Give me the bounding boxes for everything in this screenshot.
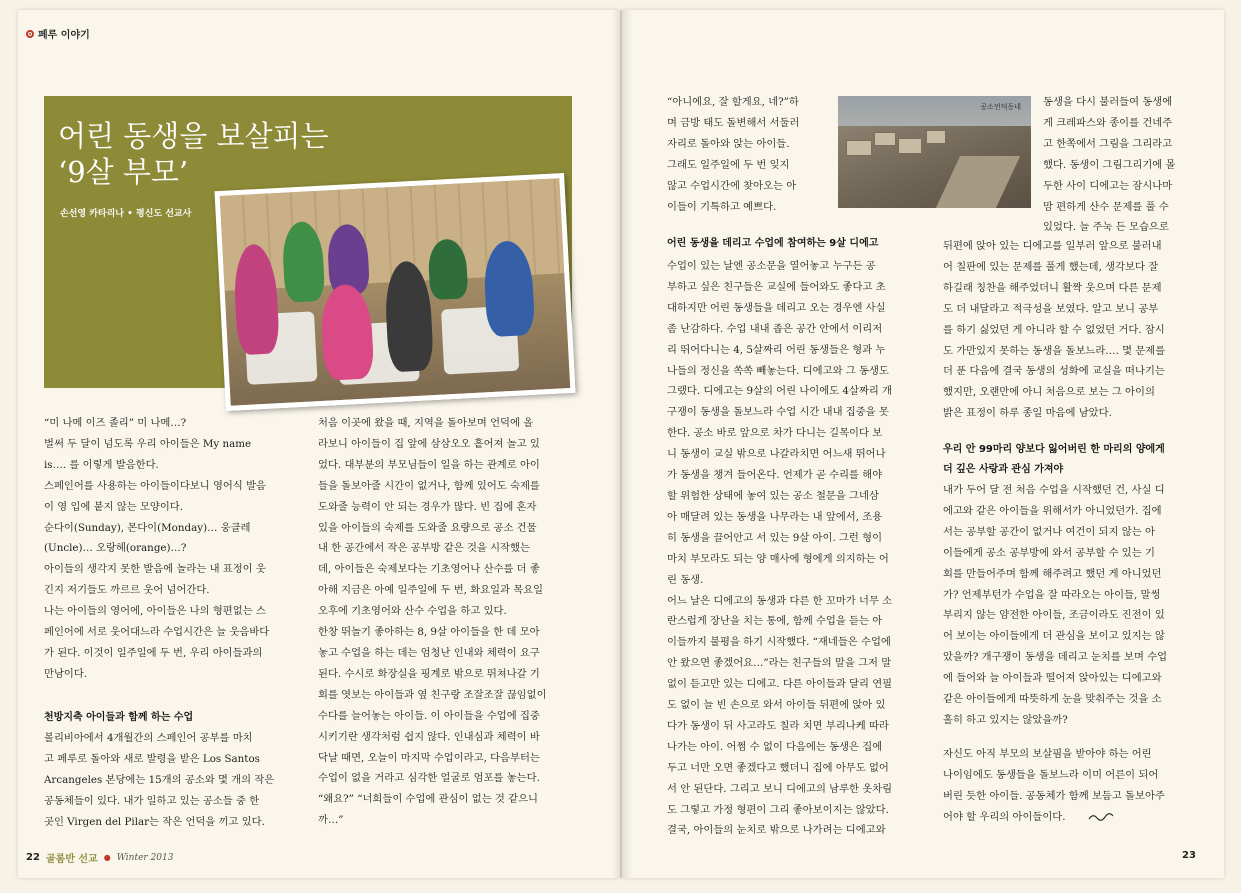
right-column-2-body: 뒤편에 앉아 있는 디에고를 일부러 앞으로 불러내 어 칠판에 있는 문제를 풀게 했는데, 생각보다 잘 하길래 칭찬을 해주었더니 활짝 웃으며 다른 문제 도 더 내달라고 적극성을 보였다. 알고 보니 공부 를 하기 싫었던 게 아니라 할 수 없었던 거다. 잠시 도 가만있지 못하는 동생을 돌보느라…. 몇 문제를 더 푼 다음에 결국 동생의 성화에 교실을 떠나기는 했지만, 오랜만에 아니 처음으로 보는 그 아이의 밝은 표정이 하루 종일 마음에 남았다. [943, 240, 1166, 420]
page-gutter [612, 10, 632, 878]
right-column-2-body-3: 자신도 아직 부모의 보살핌을 받아야 하는 어린 나이임에도 동생들을 돌보느라 이미 어른이 되어 버린 듯한 아이들. 공동체가 함께 보듬고 돌보아주 어야 할 우리의 아이들이다. [943, 748, 1165, 823]
right-column-2-subheading: 우리 안 99마리 양보다 잃어버린 한 마리의 양에게 더 깊은 사랑과 관심 가져야 [943, 444, 1165, 475]
right-column-2-intro: 동생을 다시 불러들여 동생에 게 크레파스와 종이를 건네주 고 한쪽에서 그림을 그리라고 했다. 동생이 그림그리기에 몰 두한 사이 디에고는 잠시나마 맘 편하게 산수 문제를 풀 수 있었다. 늘 주눅 든 모습으로 [1043, 96, 1176, 234]
hillside-photo [838, 96, 1031, 208]
photo-house-shape [874, 132, 896, 146]
classroom-photo [214, 173, 575, 411]
page-number-left: 22 [26, 852, 40, 863]
right-column-1-subheading: 어린 동생을 데리고 수업에 참여하는 9살 디에고 [667, 238, 879, 249]
photo-house-shape [926, 130, 946, 144]
photo-caption: 공소언덕동네 [980, 103, 1021, 111]
left-column-1-intro: “미 나메 이즈 졸리” 미 나메…? 벌써 두 달이 넘도록 우리 아이들은 My name is…. 를 이렇게 발음한다. 스페인어를 사용하는 아이들이다보니 영어식 발음 이 영 입에 붙지 않는 모양이다. 순다이(Sunday), 몬다이(Monday)… 웅클레 (Uncle)… 오랑헤(orange)…? 아이들의 생각지 못한 발음에 놀라는 내 표정이 웃 긴지 저기들도 까르르 웃어 넘어간다. 나는 아이들의 영어에, 아이들은 나의 형편없는 스 페인어에 서로 웃어대느라 수업시간은 늘 웃음바다 가 된다. 이것이 일주일에 두 번, 우리 아이들과의 만남이다. [44, 417, 270, 680]
left-column-1-body: 볼리비아에서 4개월간의 스페인어 공부를 마치 고 페루로 돌아와 새로 발령을 받은 Los Santos Arcangeles 본당에는 15개의 공소와 몇 개의 작은 공동체들이 있다. 내가 일하고 있는 공소들 중 한 곳인 Virgen del Pilar는 작은 언덕을 끼고 있다. [44, 732, 275, 828]
right-column-1-intro: “아니에요, 잘 할게요, 네?”하 며 금방 태도 돌변해서 서둘러 자리로 돌아와 앉는 아이들. 그래도 일주일에 두 번 잊지 않고 수업시간에 찾아오는 아 이들이 기특하고 예쁘다. [667, 96, 800, 213]
right-column-1-body: 수업이 있는 날엔 공소문을 열어놓고 누구든 공 부하고 싶은 친구들은 교실에 들어와도 좋다고 초 대하지만 어린 동생들을 데리고 오는 경우엔 사실 좀 난감하다. 수업 내내 좁은 공간 안에서 이리저 리 뛰어다니는 4, 5살짜리 어린 동생들은 형과 누 나들의 정신을 쏙쏙 빼놓는다. 디에고와 그 동생도 그랬다. 디에고는 9살의 어린 나이에도 4살짜리 개 구쟁이 동생을 돌보느라 수업 시간 내내 집중을 못 한다. 공소 바로 앞으로 차가 다니는 길목이다 보 니 동생이 교실 밖으로 나갈라치면 어느새 뛰어나 가 동생을 챙겨 들어온다. 언제가 곧 수리를 해야 할 위험한 상태에 놓여 있는 공소 철문을 그네삼 아 매달려 있는 동생을 나무라는 내 앞에서, 조용 히 동생을 끌어안고 서 있는 9살 아이. 그런 형이 마치 부모라도 되는 양 매사에 형에게 의지하는 어 린 동생. 어느 날은 디에고의 동생과 다른 한 꼬마가 너무 소 란스럽게 장난을 치는 통에, 함께 수업을 듣는 아 이들까지 불평을 하기 시작했다. “재네들은 수업에 안 왔으면 좋겠어요…”라는 친구들의 말을 그저 말 없이 듣고만 있는 디에고. 다른 아이들과 달리 연필 도 없이 늘 빈 손으로 와서 아이들 뒤편에 앉아 있 다가 동생이 뒤 사고라도 칠라 치면 부리나케 따라 나가는 아이. 어쩜 수 없이 다음에는 동생은 집에 두고 너만 오면 좋겠다고 했더니 집에 아무도 없어 서 안 된단다. 그리고 보니 디에고의 남루한 옷차림 도 그렇고 가정 형편이 그리 좋아보이지는 않았다. 결국, 아이들의 눈치로 밖으로 나가려는 디에고와 [667, 260, 893, 837]
section-label [26, 26, 90, 41]
left-column-2-body: 처음 이곳에 왔을 때, 지역을 돌아보며 언덕에 올 라보니 아이들이 집 앞에 삼삼오오 흩어져 놀고 있 었다. 대부분의 부모님들이 일을 하는 관계로 아이 들을 돌보아줄 시간이 없거나, 함께 있어도 숙제를 도와줄 능력이 안 되는 경우가 많다. 빈 집에 혼자 있을 아이들의 숙제를 도와줄 요량으로 공소 건물 내 한 공간에서 작은 공부방 같은 것을 시작했는 데, 아이들은 숙제보다는 기초영어나 산수를 더 좋 아해 지금은 아예 일주일에 두 번, 화요일과 목요일 오후에 기초영어와 산수 수업을 하고 있다. 한창 뛰놀기 좋아하는 8, 9살 아이들을 한 데 모아 놓고 수업을 하는 데는 엄청난 인내와 체력이 요구 된다. 수시로 화장실을 핑계로 밖으로 뛰쳐나갈 기 회를 엿보는 아이들과 옆 친구랑 조잘조잘 끊임없이 수다를 늘어놓는 아이들. 이 아이들을 수업에 집중 시키기란 생각처럼 쉽지 않다. 인내심과 체력이 바 닥날 때면, 오늘이 마지막 수업이라고, 다음부터는 수업이 없을 거라고 심각한 얼굴로 엄포를 놓는다. “왜요?” “너희들이 수업에 관심이 없는 것 같으니 까…” [318, 417, 547, 827]
section-label-text: 페루 이야기 [38, 30, 90, 41]
photo-house-shape [898, 138, 922, 154]
page-number-right: 23 [1182, 850, 1196, 861]
photo-house-shape [846, 140, 872, 156]
byline: 손선영 카타리나 • 평신도 선교사 [60, 209, 192, 219]
bullet-circle-icon [26, 30, 34, 38]
issue-label: Winter 2013 [116, 852, 174, 863]
left-column-1-subheading: 천방지축 아이들과 함께 하는 수업 [44, 712, 194, 723]
signature-mark-icon [1088, 812, 1114, 822]
right-column-2-body-2: 내가 두어 달 전 처음 수업을 시작했던 건, 사실 디 에고와 같은 아이들을 위해서가 아니었던가. 집에 서는 공부할 공간이 없거나 여건이 되지 않는 아 이들에게 공소 공부방에 와서 공부할 수 있는 기 회를 만들어주며 함께 해주려고 했던 게 아니었던 가? 언제부턴가 수업을 잘 따라오는 아이들, 말썽 부리지 않는 얌전한 아이들, 조금이라도 진전이 있 어 보이는 아이들에게 더 관심을 보이고 있지는 않 았을까? 개구쟁이 동생을 데리고 눈치를 보며 수업 에 들어와 늘 아이들과 떨어져 앉아있는 디에고와 같은 아이들에게 따뜻하게 눈을 맞춰주는 것을 소 홀히 하고 있지는 않았을까? [943, 484, 1168, 726]
photo-child-shape [320, 283, 375, 380]
article-title: 어린 동생을 보살피는 ‘9살 부모’ [58, 119, 329, 189]
footer-left [26, 850, 173, 865]
magazine-name: 골롬반 선교 [45, 854, 98, 865]
footer-bullet-icon: ● [103, 853, 111, 862]
